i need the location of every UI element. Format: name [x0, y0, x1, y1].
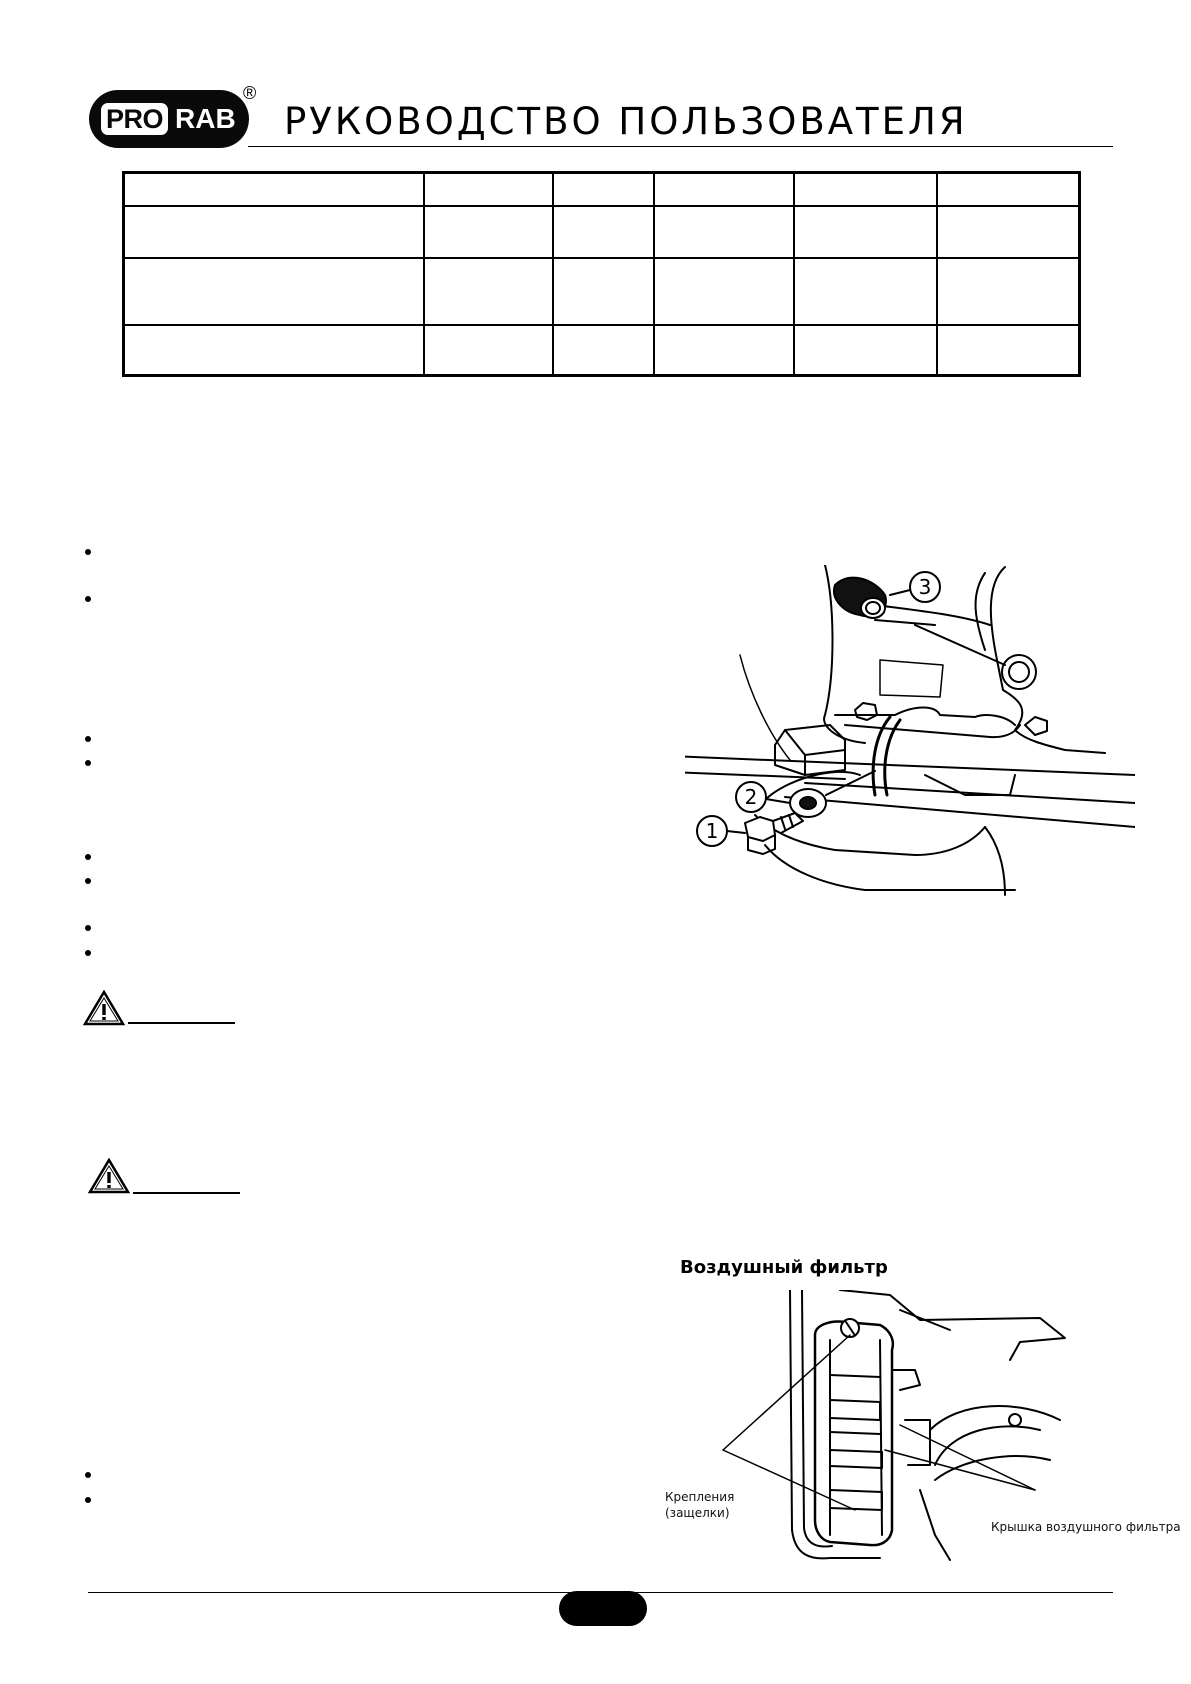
bullet-marker	[85, 549, 91, 555]
table-cell	[124, 206, 425, 258]
table-cell	[794, 325, 937, 376]
warning-underline	[128, 1022, 235, 1024]
air-filter-figure	[720, 1290, 1075, 1580]
table-cell	[654, 258, 793, 325]
logo-rab-text: RAB	[175, 103, 236, 134]
table-cell	[937, 325, 1079, 376]
bullet-marker	[85, 925, 91, 931]
table-cell	[424, 258, 552, 325]
table-cell	[937, 258, 1079, 325]
table-cell	[424, 325, 552, 376]
table-cell	[553, 206, 654, 258]
bullet-marker	[85, 760, 91, 766]
table-cell	[553, 173, 654, 206]
oil-drain-figure	[685, 565, 1135, 897]
spec-table	[122, 171, 1081, 377]
drain-bolt-icon	[745, 813, 803, 854]
callout-3: 3	[918, 575, 932, 599]
brand-logo	[89, 90, 249, 148]
warning-icon	[83, 990, 125, 1031]
bullet-marker	[85, 736, 91, 742]
table-row	[124, 258, 1080, 325]
table-cell	[124, 325, 425, 376]
table-cell	[794, 258, 937, 325]
bullet-marker	[85, 878, 91, 884]
table-cell	[654, 173, 793, 206]
table-cell	[794, 173, 937, 206]
warning-underline	[133, 1192, 240, 1194]
table-row	[124, 325, 1080, 376]
bullet-marker	[85, 854, 91, 860]
page-number-badge	[559, 1591, 647, 1626]
logo-pro-text: PRO	[101, 103, 168, 135]
table-cell	[654, 206, 793, 258]
oil-filler-cap-icon	[834, 578, 886, 618]
table-cell	[424, 173, 552, 206]
label-filter-cover: Крышка воздушного фильтра	[991, 1520, 1181, 1534]
callout-2: 2	[744, 785, 758, 809]
bullet-marker	[85, 950, 91, 956]
table-cell	[424, 206, 552, 258]
header-divider	[248, 146, 1113, 147]
air-filter-title: Воздушный фильтр	[680, 1257, 888, 1278]
callout-1: 1	[705, 819, 719, 843]
table-cell	[937, 206, 1079, 258]
table-cell	[553, 258, 654, 325]
label-latches-line1: Крепления	[665, 1490, 735, 1504]
table-cell	[553, 325, 654, 376]
table-row	[124, 206, 1080, 258]
label-latches-line2: (защелки)	[665, 1506, 730, 1520]
registered-mark: ®	[243, 83, 257, 103]
bullet-marker	[85, 596, 91, 602]
warning-icon	[88, 1158, 130, 1199]
table-cell	[937, 173, 1079, 206]
bullet-marker	[85, 1497, 91, 1503]
table-cell	[124, 173, 425, 206]
page-title: РУКОВОДСТВО ПОЛЬЗОВАТЕЛЯ	[284, 100, 968, 143]
table-cell	[794, 206, 937, 258]
table-row	[124, 173, 1080, 206]
label-latches	[665, 1489, 734, 1521]
table-cell	[124, 258, 425, 325]
table-cell	[654, 325, 793, 376]
bullet-marker	[85, 1472, 91, 1478]
